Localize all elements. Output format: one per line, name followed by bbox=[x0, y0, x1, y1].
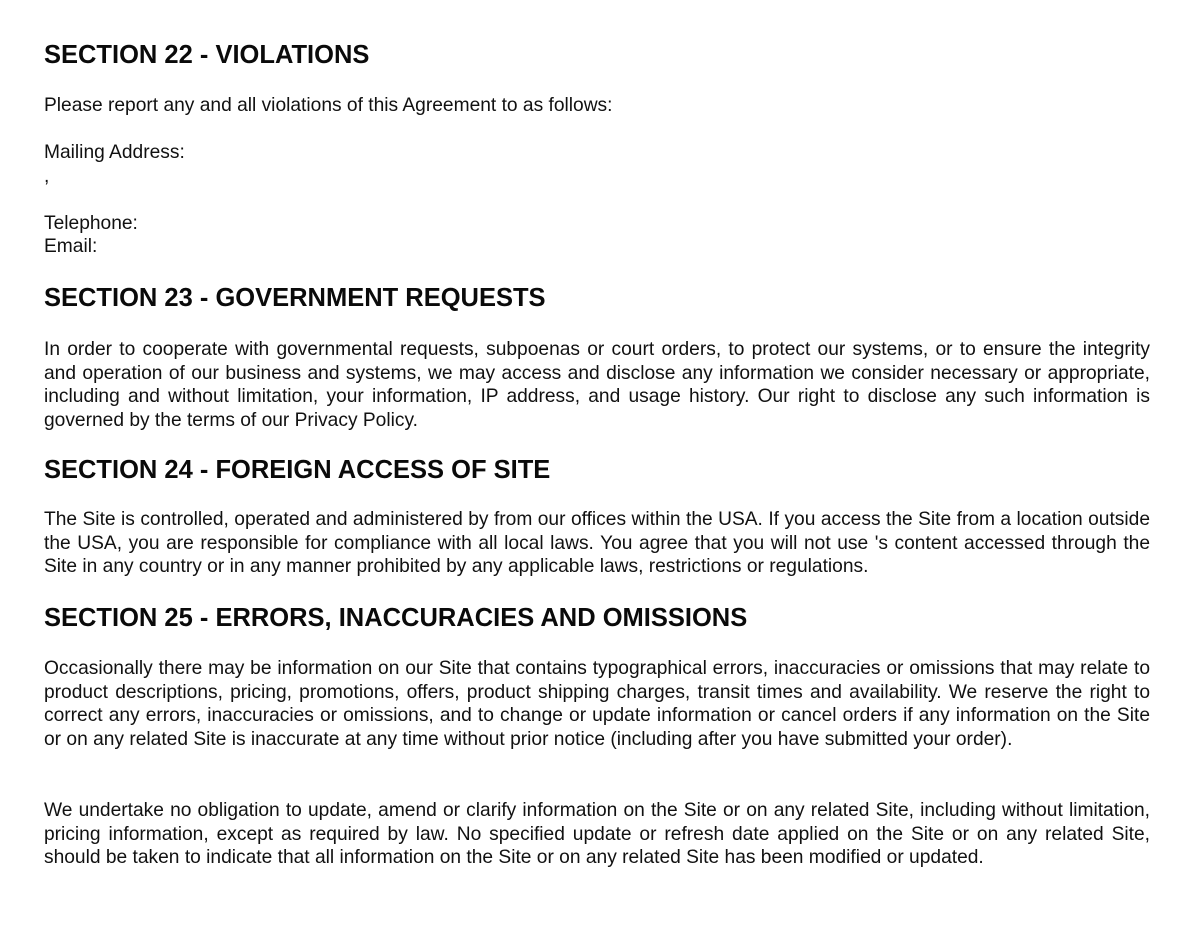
section-22-intro: Please report any and all violations of this Agreement to as follows: bbox=[44, 95, 613, 116]
contact-details bbox=[44, 141, 185, 259]
section-23-paragraph: In order to cooperate with governmental requests, subpoenas or court orders, to protect our systems, or to ensure the integrity and operation of our business and systems, we may access and disclose any information we consider necessary or appropriate, including and without limitation, your information, IP address, and usage history. Our right to disclose any such information is governed by the terms of our Privacy Policy. bbox=[44, 339, 1150, 431]
section-25-paragraph-1: Occasionally there may be information on our Site that contains typographical errors, inaccuracies or omissions that may relate to product descriptions, pricing, promotions, offers, product shipping charges, transit times and availability. We reserve the right to correct any errors, inaccuracies or omissions, and to change or update information or cancel orders if any information on the Site or on any related Site is inaccurate at any time without prior notice (including after you have submitted your order). bbox=[44, 658, 1150, 750]
section-23-heading: SECTION 23 - GOVERNMENT REQUESTS bbox=[44, 284, 546, 312]
mailing-address-value: , bbox=[44, 165, 50, 187]
email-label: Email: bbox=[44, 236, 98, 257]
telephone-label: Telephone: bbox=[44, 212, 138, 234]
mailing-address-label: Mailing Address: bbox=[44, 142, 185, 163]
section-22-heading: SECTION 22 - VIOLATIONS bbox=[44, 41, 370, 69]
spacer bbox=[44, 188, 185, 212]
section-24-paragraph: The Site is controlled, operated and administered by from our offices within the USA. If you access the Site from a location outside the USA, you are responsible for compliance with all local laws. You agree that you will not use 's content accessed through the Site in any country or in any manner prohibited by any applicable laws, restrictions or regulations. bbox=[44, 509, 1150, 577]
section-25-heading: SECTION 25 - ERRORS, INACCURACIES AND OMISSIONS bbox=[44, 604, 748, 632]
section-25-paragraph-2: We undertake no obligation to update, amend or clarify information on the Site or on any related Site, including without limitation, pricing information, except as required by law. No specified update or refresh date applied on the Site or on any related Site, should be taken to indicate that all information on the Site or on any related Site has been modified or updated. bbox=[44, 800, 1150, 868]
section-24-heading: SECTION 24 - FOREIGN ACCESS OF SITE bbox=[44, 456, 551, 484]
